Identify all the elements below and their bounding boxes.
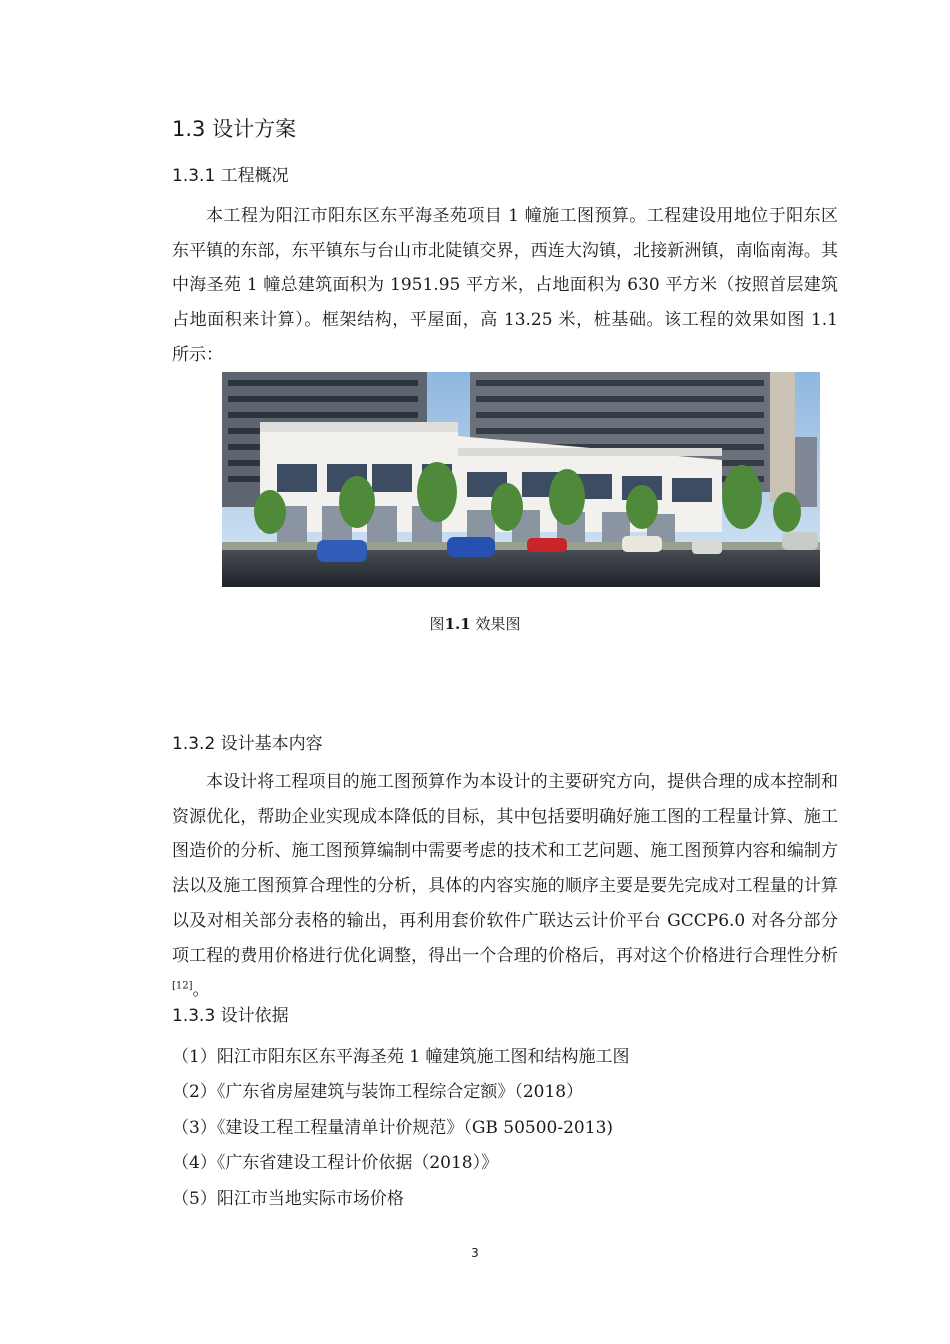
list-item: （3）《建设工程工程量清单计价规范》（GB 50500-2013)	[172, 1117, 614, 1138]
list-item: （2）《广东省房屋建筑与装饰工程综合定额》（2018）	[172, 1082, 584, 1103]
overview-paragraph: 本工程为阳江市阳东区东平海圣苑项目 1 幢施工图预算。工程建设用地位于阳东区东平镇的东部，东平镇东与台山市北陡镇交界，西连大沟镇，北接新洲镇，南临南海。其中海圣苑 1 幢总建筑面积为 1951.95 平方米，占地面积为 630 平方米（按照首层建筑占地面积来计算）。框架结构，平屋面，高 13.25 米，桩基础。该工程的效果如图 1.1 所示：	[172, 206, 838, 365]
section-title: 1.3 设计方案	[172, 117, 297, 141]
content-paragraph-text: 本设计将工程项目的施工图预算作为本设计的主要研究方向，提供合理的成本控制和资源优化，帮助企业实现成本降低的目标，其中包括要明确好施工图的工程量计算、施工图造价的分析、施工图预算编制中需要考虑的技术和工艺问题、施工图预算内容和编制方法以及施工图预算合理性的分析，具体的内容实施的顺序主要是要先完成对工程量的计算以及对相关部分表格的输出，再利用套价软件广联达云计价平台 GCCP6.0 对各分部分项工程的费用价格进行优化调整，得出一个合理的价格后，再对这个价格进行合理性分析	[172, 772, 838, 966]
subsection-heading-overview: 1.3.1 工程概况	[172, 166, 289, 186]
list-item: （1）阳江市阳东区东平海圣苑 1 幢建筑施工图和结构施工图	[172, 1047, 630, 1067]
content-paragraph-end: 。	[192, 980, 210, 1001]
citation-reference: [12]	[172, 980, 193, 992]
figure-caption	[0, 612, 950, 636]
page-number: 3	[471, 1246, 479, 1260]
basis-list	[172, 1040, 629, 1217]
content-paragraph	[172, 765, 838, 1008]
list-item: （5）阳江市当地实际市场价格	[172, 1188, 404, 1209]
figure-caption-prefix: 图	[429, 615, 445, 633]
figure-caption-number: 1.1	[444, 615, 471, 633]
list-item: （4）《广东省建设工程计价依据（2018）》	[172, 1153, 499, 1174]
subsection-heading-basis: 1.3.3 设计依据	[172, 1006, 289, 1026]
subsection-heading-content: 1.3.2 设计基本内容	[172, 734, 323, 754]
building-rendering-image	[222, 372, 820, 587]
figure-caption-text: 效果图	[470, 615, 521, 633]
